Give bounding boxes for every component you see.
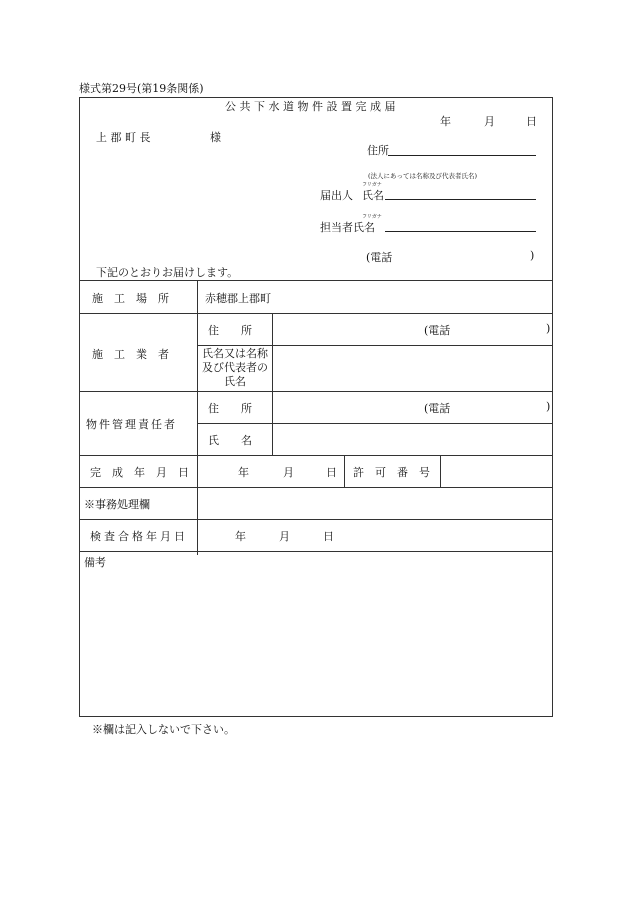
footnote: ※欄は記入しないで下さい。 xyxy=(92,723,235,736)
remarks-field[interactable] xyxy=(84,570,548,712)
contractor-address-field[interactable] xyxy=(275,316,549,344)
applicant-phone-field[interactable] xyxy=(400,246,526,262)
row-divider xyxy=(197,345,552,346)
completion-month[interactable]: 月 xyxy=(283,466,294,479)
contractor-phone-open: (電話 xyxy=(424,324,451,337)
corporate-note: (法人にあっては名称及び代表者氏名) xyxy=(368,172,478,180)
site-label: 施 工 場 所 xyxy=(92,292,169,305)
completion-report-form xyxy=(79,97,553,717)
form-title: 公 共 下 水 道 物 件 設 置 完 成 届 xyxy=(225,100,396,113)
contractor-label: 施 工 業 者 xyxy=(92,348,169,361)
office-use-label: ※事務処理欄 xyxy=(84,498,150,511)
remarks-label: 備考 xyxy=(84,556,106,569)
row-divider xyxy=(80,519,552,520)
completion-day[interactable]: 日 xyxy=(326,466,337,479)
row-divider xyxy=(80,391,552,392)
row-divider xyxy=(80,487,552,488)
addressee-honorific: 様 xyxy=(210,131,221,144)
row-divider xyxy=(197,423,552,424)
header-month[interactable]: 月 xyxy=(484,115,495,128)
applicant-phone-close: ) xyxy=(530,249,535,262)
completion-year[interactable]: 年 xyxy=(238,466,249,479)
site-value[interactable]: 赤穂郡上郡町 xyxy=(205,292,271,305)
column-divider xyxy=(197,280,198,555)
applicant-furigana: フリガナ xyxy=(362,182,382,188)
manager-phone-open: (電話 xyxy=(424,402,451,415)
header-year[interactable]: 年 xyxy=(440,115,451,128)
applicant-address-label: 住所 xyxy=(367,144,389,157)
column-divider xyxy=(344,455,345,487)
addressee: 上 郡 町 長 xyxy=(96,131,151,144)
manager-phone-close: ) xyxy=(546,400,551,413)
contractor-name-field[interactable] xyxy=(275,348,549,388)
manager-address-field[interactable] xyxy=(275,394,549,422)
form-code: 様式第29号(第19条関係) xyxy=(79,82,204,95)
completion-date-label: 完 成 年 月 日 xyxy=(90,466,189,479)
applicant-phone-open: (電話 xyxy=(366,251,393,264)
column-divider xyxy=(272,313,273,455)
permit-number-label: 許 可 番 号 xyxy=(353,466,430,479)
contact-name-label: 担当者氏名 xyxy=(320,221,375,234)
contact-name-field[interactable] xyxy=(385,231,536,232)
applicant-name-label: 氏名 xyxy=(362,189,384,202)
header-day[interactable]: 日 xyxy=(526,115,537,128)
row-divider xyxy=(80,280,552,281)
manager-name-label: 氏 名 xyxy=(208,434,252,447)
permit-number-field[interactable] xyxy=(443,458,549,485)
manager-label: 物件管理責任者 xyxy=(86,418,177,431)
inspection-date-label: 検査合格年月日 xyxy=(90,530,188,543)
contractor-phone-close: ) xyxy=(546,322,551,335)
column-divider xyxy=(440,455,441,487)
row-divider xyxy=(80,313,552,314)
contractor-address-label: 住 所 xyxy=(208,324,252,337)
contact-furigana: フリガナ xyxy=(362,214,382,220)
contractor-name-label: 氏名又は名称及び代表者の氏名 xyxy=(202,347,268,388)
applicant-label: 届出人 xyxy=(320,189,353,202)
inspection-month[interactable]: 月 xyxy=(279,530,290,543)
row-divider xyxy=(80,551,552,552)
intro-text: 下記のとおりお届けします。 xyxy=(96,266,239,279)
manager-name-field[interactable] xyxy=(275,426,549,454)
column-divider xyxy=(197,519,198,551)
row-divider xyxy=(80,455,552,456)
applicant-address-field[interactable] xyxy=(388,155,536,156)
applicant-name-field[interactable] xyxy=(385,199,536,200)
manager-address-label: 住 所 xyxy=(208,402,252,415)
inspection-year[interactable]: 年 xyxy=(235,530,246,543)
inspection-day[interactable]: 日 xyxy=(323,530,334,543)
